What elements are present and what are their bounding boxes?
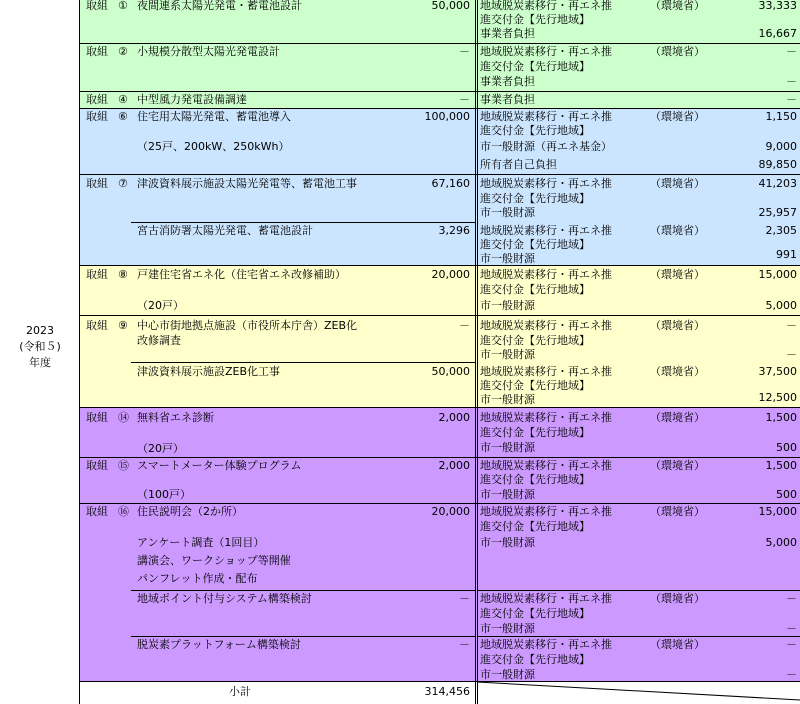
row-name: 住民説明会（2か所） <box>137 505 243 518</box>
funding-source: 事業者負担 <box>480 93 535 106</box>
funding-source: 市一般財源 <box>480 348 535 361</box>
funding-source: 市一般財源 <box>480 393 535 406</box>
funding-source: 地域脱炭素移行・再エネ推 <box>480 592 612 605</box>
funding-value: 33,333 <box>758 0 797 12</box>
row-amount: 100,000 <box>424 110 470 123</box>
subtotal-label: 小計 <box>229 685 251 698</box>
funding-source: 市一般財源 <box>480 441 535 454</box>
row-subtext: アンケート調査（1回目） <box>137 536 265 549</box>
row-subtext: （20戸） <box>137 299 184 312</box>
funding-value: 12,500 <box>758 391 797 404</box>
ministry: （環境省） <box>650 224 705 237</box>
row-amount: 20,000 <box>431 505 470 518</box>
table-row <box>80 316 800 408</box>
row-name: 戸建住宅省エネ化（住宅省エネ改修補助） <box>137 268 346 281</box>
row-label: 取組 <box>86 505 108 518</box>
funding-source: 地域脱炭素移行・再エネ推 <box>480 45 612 58</box>
row-name: 中型風力発電設備調達 <box>137 93 247 106</box>
row-label: 取組 <box>86 177 108 190</box>
ministry: （環境省） <box>650 110 705 123</box>
row-name: 小規模分散型太陽光発電設計 <box>137 45 280 58</box>
row-amount: 2,000 <box>438 459 470 472</box>
row-subtext: パンフレット作成・配布 <box>137 572 258 585</box>
funding-source: 進交付金【先行地域】 <box>480 607 590 620</box>
table-row <box>80 504 800 682</box>
row-number: ⑧ <box>118 268 128 281</box>
funding-source: 進交付金【先行地域】 <box>480 13 590 26</box>
row-number: ① <box>118 0 128 12</box>
funding-value: － <box>786 75 797 88</box>
ministry: （環境省） <box>650 505 705 518</box>
funding-value: － <box>786 93 797 106</box>
subtotal-row <box>80 682 800 704</box>
funding-value: 1,500 <box>765 411 797 424</box>
funding-source: 市一般財源（再エネ基金） <box>480 140 612 153</box>
row-amount: 50,000 <box>431 0 470 12</box>
funding-source: 事業者負担 <box>480 27 535 40</box>
ministry: （環境省） <box>650 268 705 281</box>
funding-source: 地域脱炭素移行・再エネ推 <box>480 177 612 190</box>
row-label: 取組 <box>86 459 108 472</box>
subtotal-amount: 314,456 <box>424 685 470 698</box>
funding-source: 地域脱炭素移行・再エネ推 <box>480 110 612 123</box>
funding-source: 地域脱炭素移行・再エネ推 <box>480 0 612 12</box>
funding-value: － <box>786 622 797 635</box>
ministry: （環境省） <box>650 459 705 472</box>
funding-value: 15,000 <box>758 268 797 281</box>
row-number: ⑭ <box>118 411 129 424</box>
funding-value: 16,667 <box>758 27 797 40</box>
funding-source: 地域脱炭素移行・再エネ推 <box>480 365 612 378</box>
row-amount: － <box>459 592 470 605</box>
funding-source: 市一般財源 <box>480 622 535 635</box>
funding-value: 89,850 <box>758 158 797 171</box>
row-name: 宮古消防署太陽光発電、蓄電池設計 <box>137 224 313 237</box>
funding-source: 市一般財源 <box>480 536 535 549</box>
funding-value: － <box>786 638 797 651</box>
funding-value: 1,500 <box>765 459 797 472</box>
row-amount: － <box>459 93 470 106</box>
row-number: ⑨ <box>118 319 128 332</box>
row-label: 取組 <box>86 93 108 106</box>
funding-source: 進交付金【先行地域】 <box>480 379 590 392</box>
funding-value: 37,500 <box>758 365 797 378</box>
funding-source: 市一般財源 <box>480 488 535 501</box>
funding-value: 9,000 <box>765 140 797 153</box>
funding-source: 進交付金【先行地域】 <box>480 473 590 486</box>
table-row <box>80 408 800 458</box>
ministry: （環境省） <box>650 45 705 58</box>
ministry: （環境省） <box>650 411 705 424</box>
row-number: ⑥ <box>118 110 128 123</box>
funding-source: 地域脱炭素移行・再エネ推 <box>480 224 612 237</box>
funding-value: － <box>786 319 797 332</box>
funding-value: － <box>786 348 797 361</box>
funding-source: 市一般財源 <box>480 299 535 312</box>
funding-value: 15,000 <box>758 505 797 518</box>
row-subtext: （100戸） <box>137 488 191 501</box>
funding-value: 5,000 <box>765 299 797 312</box>
table-row <box>80 458 800 504</box>
year-label: 2023 (令和５) 年度 <box>19 324 61 369</box>
funding-source: 地域脱炭素移行・再エネ推 <box>480 319 612 332</box>
row-label: 取組 <box>86 110 108 123</box>
funding-source: 地域脱炭素移行・再エネ推 <box>480 411 612 424</box>
row-amount: 50,000 <box>431 365 470 378</box>
funding-source: 地域脱炭素移行・再エネ推 <box>480 268 612 281</box>
row-name: 住宅用太陽光発電、蓄電池導入 <box>137 110 291 123</box>
row-number: ⑯ <box>118 505 129 518</box>
funding-source: 市一般財源 <box>480 668 535 681</box>
funding-value: 1,150 <box>765 110 797 123</box>
funding-value: 500 <box>776 488 797 501</box>
funding-source: 事業者負担 <box>480 75 535 88</box>
ministry: （環境省） <box>650 177 705 190</box>
ministry: （環境省） <box>650 0 705 12</box>
table-row <box>80 0 800 44</box>
year-column <box>0 0 80 704</box>
diagonal-line <box>477 682 800 704</box>
row-amount: 20,000 <box>431 268 470 281</box>
row-label: 取組 <box>86 268 108 281</box>
funding-value: 25,957 <box>758 206 797 219</box>
row-subtext: 講演会、ワークショップ等開催 <box>137 554 291 567</box>
row-subtext: （20戸） <box>137 442 184 455</box>
row-subtext: 改修調査 <box>137 334 181 347</box>
row-number: ⑦ <box>118 177 128 190</box>
funding-value: 500 <box>776 441 797 454</box>
row-label: 取組 <box>86 45 108 58</box>
ministry: （環境省） <box>650 365 705 378</box>
row-name: スマートメーター体験プログラム <box>137 459 302 472</box>
row-amount: － <box>459 319 470 332</box>
funding-source: 進交付金【先行地域】 <box>480 238 590 251</box>
funding-source: 地域脱炭素移行・再エネ推 <box>480 638 612 651</box>
row-name: 津波資料展示施設太陽光発電等、蓄電池工事 <box>137 177 357 190</box>
table-row <box>80 266 800 316</box>
funding-source: 進交付金【先行地域】 <box>480 334 590 347</box>
row-name: 津波資料展示施設ZEB化工事 <box>137 365 281 378</box>
row-amount: 3,296 <box>438 224 470 237</box>
funding-source: 進交付金【先行地域】 <box>480 60 590 73</box>
row-name: 地域ポイント付与システム構築検討 <box>137 592 312 605</box>
funding-value: － <box>786 592 797 605</box>
table-row <box>80 109 800 175</box>
row-number: ④ <box>118 93 128 106</box>
table-row <box>80 92 800 109</box>
funding-source: 進交付金【先行地域】 <box>480 520 590 533</box>
row-label: 取組 <box>86 319 108 332</box>
funding-source: 市一般財源 <box>480 206 535 219</box>
row-amount: － <box>459 45 470 58</box>
row-label: 取組 <box>86 0 108 12</box>
funding-value: － <box>786 45 797 58</box>
funding-value: 991 <box>776 248 797 261</box>
row-amount: 2,000 <box>438 411 470 424</box>
funding-source: 市一般財源 <box>480 252 535 265</box>
funding-source: 進交付金【先行地域】 <box>480 192 590 205</box>
ministry: （環境省） <box>650 638 705 651</box>
funding-value: 5,000 <box>765 536 797 549</box>
row-name: 夜間連系太陽光発電・蓄電池設計 <box>137 0 302 12</box>
ministry: （環境省） <box>650 592 705 605</box>
row-name: 中心市街地拠点施設（市役所本庁舎）ZEB化 <box>137 319 358 332</box>
funding-source: 進交付金【先行地域】 <box>480 124 590 137</box>
row-amount: － <box>459 638 470 651</box>
row-amount: 67,160 <box>431 177 470 190</box>
table-row <box>80 175 800 266</box>
funding-source: 地域脱炭素移行・再エネ推 <box>480 459 612 472</box>
row-number: ② <box>118 45 128 58</box>
table-row <box>80 44 800 92</box>
row-subtext: （25戸、200kW、250kWh） <box>137 140 290 153</box>
funding-source: 進交付金【先行地域】 <box>480 283 590 296</box>
funding-source: 進交付金【先行地域】 <box>480 426 590 439</box>
ministry: （環境省） <box>650 319 705 332</box>
row-name: 脱炭素プラットフォーム構築検討 <box>137 638 301 651</box>
funding-value: 41,203 <box>758 177 797 190</box>
funding-source: 所有者自己負担 <box>480 158 557 171</box>
funding-source: 進交付金【先行地域】 <box>480 653 590 666</box>
funding-value: 2,305 <box>765 224 797 237</box>
row-number: ⑮ <box>118 459 129 472</box>
funding-value: － <box>786 668 797 681</box>
row-name: 無料省エネ診断 <box>137 411 214 424</box>
funding-source: 地域脱炭素移行・再エネ推 <box>480 505 612 518</box>
row-label: 取組 <box>86 411 108 424</box>
